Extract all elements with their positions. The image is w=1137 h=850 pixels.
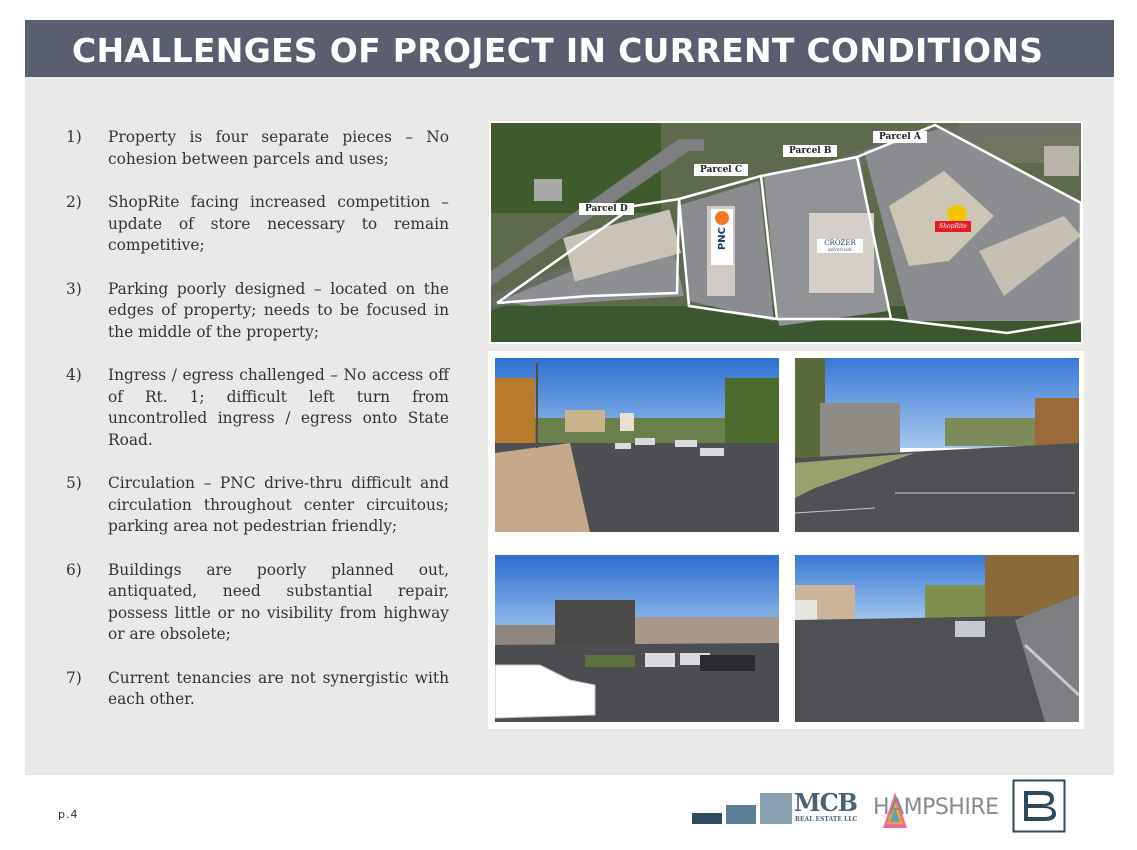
- hampshire-logo-text: HAMPSHIRE: [873, 795, 999, 820]
- item-text: Current tenancies are not synergistic with each other.: [108, 668, 449, 708]
- aerial-site-photo: [489, 121, 1083, 344]
- list-item: [66, 127, 449, 170]
- item-text: Buildings are poorly planned out, antiquated, need substantial repair, possess little or no visibility from highway or are obsolete;: [108, 560, 449, 643]
- parcel-d-label: Parcel D: [579, 203, 634, 215]
- item-text: Ingress / egress challenged – No access off of Rt. 1; difficult left turn from uncontrolled ingress / egress onto State Road.: [108, 366, 449, 449]
- shoprite-sign: ShopRite: [935, 221, 971, 232]
- pnc-sign-text: PNC: [716, 227, 728, 251]
- site-photo-3: [495, 555, 779, 722]
- title-bar: [25, 20, 1114, 77]
- item-number: 2): [66, 193, 82, 211]
- parcel-c-label: Parcel C: [694, 164, 748, 176]
- parcel-b-label: Parcel B: [783, 145, 837, 157]
- pnc-logo-icon: [715, 211, 729, 225]
- page-number: p.4: [58, 808, 79, 821]
- list-item: [66, 365, 449, 451]
- mcb-logo-subtext: REAL ESTATE LLC: [795, 816, 858, 823]
- site-photo-1: [495, 358, 779, 532]
- site-photo-2: [795, 358, 1079, 532]
- list-item: [66, 668, 449, 711]
- crozer-sign-subtext: KEYSTONE: [828, 247, 852, 252]
- item-number: 3): [66, 279, 82, 298]
- item-number: 5): [66, 474, 82, 492]
- list-item: [66, 279, 449, 344]
- item-number: 1): [66, 128, 82, 146]
- challenges-list: [66, 127, 449, 733]
- item-number: 7): [66, 668, 82, 687]
- site-photo-4: [795, 555, 1079, 722]
- item-text: Parking poorly designed – located on the edges of property; needs to be focused in the middle of the property;: [108, 279, 449, 341]
- pnc-sign: [711, 209, 733, 265]
- mcb-logo: [692, 788, 858, 826]
- item-text: ShopRite facing increased competition – update of store necessary to remain competitive;: [108, 193, 449, 254]
- parcel-a-label: Parcel A: [873, 131, 927, 143]
- item-number: 6): [66, 560, 82, 579]
- crozer-sign: [817, 239, 863, 253]
- page-title: CHALLENGES OF PROJECT IN CURRENT CONDITIONS: [72, 31, 1044, 70]
- hampshire-logo: [873, 790, 999, 830]
- b-logo: [1012, 779, 1066, 833]
- item-text: Property is four separate pieces – No cohesion between parcels and uses;: [108, 128, 449, 168]
- list-item: [66, 473, 449, 538]
- mcb-logo-text: MCB: [794, 788, 857, 817]
- crozer-sign-text: CROZER: [824, 239, 856, 247]
- list-item: [66, 192, 449, 257]
- item-text: Circulation – PNC drive-thru difficult and circulation throughout center circuitous; parking area not pedestrian friendly;: [108, 474, 449, 535]
- list-item: [66, 560, 449, 646]
- item-number: 4): [66, 366, 82, 384]
